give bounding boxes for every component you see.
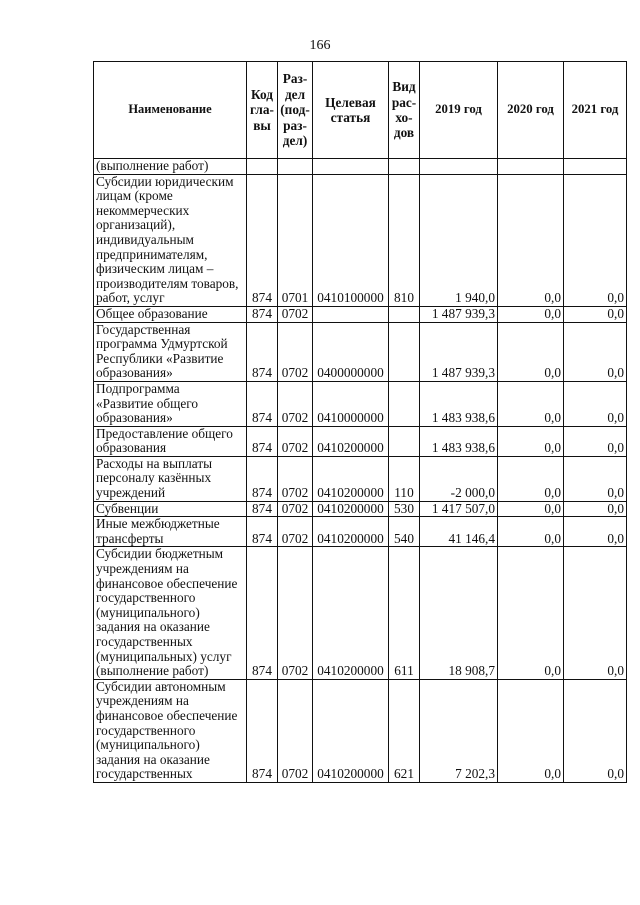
item-name-line: задания на оказание: [96, 619, 210, 635]
amount-2019-cell: 1 940,0: [420, 174, 498, 306]
item-name-line: образования»: [96, 365, 173, 381]
item-name-line: физическим лицам –: [96, 261, 214, 277]
item-name-cell: [94, 517, 247, 547]
header-name-text: Наименование: [128, 102, 212, 117]
table-row: [94, 381, 627, 426]
expense-type-cell: [389, 306, 420, 322]
expense-type-cell: 540: [389, 517, 420, 547]
expense-type-cell: [389, 159, 420, 175]
item-name-line: «Развитие общего: [96, 395, 199, 411]
item-name-line: образования»: [96, 410, 173, 426]
page-number: 166: [309, 38, 331, 53]
header-section-line: раз-: [283, 117, 307, 133]
section-cell: 0702: [278, 517, 313, 547]
item-name-line: некоммерческих: [96, 202, 190, 218]
header-section-line: (под-: [280, 102, 310, 118]
amount-2019-cell: 1 483 938,6: [420, 426, 498, 456]
column-header-name: [94, 62, 247, 159]
table-row: [94, 322, 627, 381]
column-header-chapter-code: [247, 62, 278, 159]
chapter-code-cell: 874: [247, 547, 278, 679]
item-name-line: задания на оказание: [96, 751, 210, 767]
item-name-line: государственных: [96, 766, 193, 782]
item-name-line: Субсидии бюджетным: [96, 546, 224, 562]
section-cell: 0702: [278, 381, 313, 426]
section-cell: 0702: [278, 679, 313, 782]
table-row: [94, 159, 627, 175]
target-article-cell: 0410200000: [313, 547, 389, 679]
item-name-line: государственного: [96, 722, 196, 738]
chapter-code-cell: 874: [247, 322, 278, 381]
table-row: [94, 426, 627, 456]
item-name-line: Субсидии юридическим: [96, 174, 234, 189]
table-body: [94, 159, 627, 783]
item-name-cell: [94, 456, 247, 501]
section-cell: 0702: [278, 322, 313, 381]
amount-2020-cell: 0,0: [498, 174, 564, 306]
table-row: [94, 174, 627, 306]
table-row: [94, 456, 627, 501]
item-name-cell: [94, 159, 247, 175]
item-name-line: финансовое обеспечение: [96, 707, 238, 723]
section-cell: 0702: [278, 547, 313, 679]
amount-2021-cell: 0,0: [564, 381, 627, 426]
expense-type-cell: [389, 381, 420, 426]
section-cell: 0701: [278, 174, 313, 306]
target-article-cell: 0410200000: [313, 679, 389, 782]
header-section-line: Раз-: [282, 71, 308, 87]
amount-2019-cell: 1 483 938,6: [420, 381, 498, 426]
column-header-expense-type: [389, 62, 420, 159]
item-name-line: государственных: [96, 634, 193, 649]
item-name-cell: [94, 501, 247, 517]
header-target-line: Целевая: [325, 94, 376, 110]
amount-2019-cell: 18 908,7: [420, 547, 498, 679]
item-name-line: образования: [96, 440, 167, 456]
item-name-line: учреждениям на: [96, 693, 189, 709]
item-name-line: Субвенции: [96, 501, 159, 516]
item-name-cell: [94, 381, 247, 426]
item-name-line: Государственная: [96, 322, 191, 337]
item-name-cell: [94, 322, 247, 381]
item-name-cell: [94, 174, 247, 306]
target-article-cell: 0410200000: [313, 501, 389, 517]
header-code-line: гла-: [250, 102, 274, 118]
item-name-line: Расходы на выплаты: [96, 456, 213, 471]
item-name-line: Субсидии автономным: [96, 679, 226, 694]
amount-2019-cell: 7 202,3: [420, 679, 498, 782]
amount-2020-cell: 0,0: [498, 381, 564, 426]
expense-type-cell: [389, 426, 420, 456]
chapter-code-cell: 874: [247, 306, 278, 322]
expense-type-cell: 611: [389, 547, 420, 679]
item-name-line: организаций),: [96, 217, 176, 233]
item-name-line: Общее образование: [96, 306, 208, 321]
amount-2021-cell: 0,0: [564, 517, 627, 547]
expense-type-cell: 810: [389, 174, 420, 306]
chapter-code-cell: 874: [247, 174, 278, 306]
target-article-cell: [313, 306, 389, 322]
amount-2019-cell: 1 487 939,3: [420, 322, 498, 381]
amount-2021-cell: 0,0: [564, 322, 627, 381]
amount-2019-cell: 1 487 939,3: [420, 306, 498, 322]
header-type-line: Вид: [392, 79, 416, 95]
item-name-line: предпринимателям,: [96, 246, 208, 262]
chapter-code-cell: 874: [247, 456, 278, 501]
table-row: [94, 517, 627, 547]
chapter-code-cell: 874: [247, 501, 278, 517]
item-name-line: учреждений: [96, 485, 166, 501]
amount-2020-cell: 0,0: [498, 456, 564, 501]
amount-2021-cell: 0,0: [564, 426, 627, 456]
header-code-line: вы: [253, 117, 271, 133]
amount-2020-cell: 0,0: [498, 306, 564, 322]
table-header-row: [94, 62, 627, 159]
item-name-line: (выполнение работ): [96, 663, 209, 679]
item-name-line: (муниципального): [96, 604, 200, 620]
item-name-line: индивидуальным: [96, 231, 194, 247]
expense-type-cell: 621: [389, 679, 420, 782]
table-row: [94, 547, 627, 679]
chapter-code-cell: [247, 159, 278, 175]
budget-table: [93, 61, 627, 783]
header-section-line: дел): [282, 133, 308, 149]
amount-2021-cell: 0,0: [564, 501, 627, 517]
chapter-code-cell: 874: [247, 517, 278, 547]
item-name-line: (муниципальных) услуг: [96, 648, 232, 664]
item-name-line: Предоставление общего: [96, 426, 233, 441]
column-header-2019: 2019 год: [420, 62, 498, 159]
column-header-target-article: [313, 62, 389, 159]
table-row: [94, 679, 627, 782]
target-article-cell: [313, 159, 389, 175]
amount-2020-cell: 0,0: [498, 322, 564, 381]
item-name-cell: [94, 679, 247, 782]
item-name-line: работ, услуг: [96, 290, 165, 306]
header-section-line: дел: [284, 86, 306, 102]
item-name-cell: [94, 426, 247, 456]
section-cell: [278, 159, 313, 175]
header-type-line: дов: [393, 125, 415, 141]
target-article-cell: 0410200000: [313, 517, 389, 547]
amount-2020-cell: 0,0: [498, 547, 564, 679]
item-name-line: трансферты: [96, 530, 164, 546]
amount-2021-cell: [564, 159, 627, 175]
amount-2021-cell: 0,0: [564, 679, 627, 782]
amount-2021-cell: 0,0: [564, 306, 627, 322]
item-name-line: Иные межбюджетные: [96, 516, 220, 532]
chapter-code-cell: 874: [247, 679, 278, 782]
target-article-cell: 0410200000: [313, 426, 389, 456]
item-name-line: Подпрограмма: [96, 381, 180, 396]
header-target-line: статья: [330, 110, 371, 125]
table-row: [94, 501, 627, 517]
amount-2019-cell: 41 146,4: [420, 517, 498, 547]
header-type-line: хо-: [395, 110, 413, 125]
item-name-line: финансовое обеспечение: [96, 575, 238, 591]
column-header-section: [278, 62, 313, 159]
column-header-2021: 2021 год: [564, 62, 627, 159]
section-cell: 0702: [278, 306, 313, 322]
item-name-line: программа Удмуртской: [96, 336, 228, 352]
target-article-cell: 0410200000: [313, 456, 389, 501]
amount-2020-cell: 0,0: [498, 501, 564, 517]
item-name-line: лицам (кроме: [96, 188, 173, 204]
amount-2021-cell: 0,0: [564, 456, 627, 501]
item-name-cell: [94, 306, 247, 322]
item-name-line: учреждениям на: [96, 561, 189, 577]
chapter-code-cell: 874: [247, 426, 278, 456]
chapter-code-cell: 874: [247, 381, 278, 426]
expense-type-cell: [389, 322, 420, 381]
column-header-2020: 2020 год: [498, 62, 564, 159]
section-cell: 0702: [278, 426, 313, 456]
amount-2021-cell: 0,0: [564, 547, 627, 679]
amount-2020-cell: 0,0: [498, 679, 564, 782]
item-name-line: Республики «Развитие: [96, 350, 224, 366]
header-code-line: Код: [251, 86, 273, 102]
header-type-line: рас-: [391, 94, 417, 110]
item-name-line: персоналу казённых: [96, 470, 212, 486]
item-name-line: государственного: [96, 590, 196, 606]
amount-2019-cell: 1 417 507,0: [420, 501, 498, 517]
table-row: [94, 306, 627, 322]
expense-type-cell: 110: [389, 456, 420, 501]
target-article-cell: 0410000000: [313, 381, 389, 426]
item-name-line: производителям товаров,: [96, 275, 239, 291]
amount-2020-cell: [498, 159, 564, 175]
target-article-cell: 0410100000: [313, 174, 389, 306]
amount-2021-cell: 0,0: [564, 174, 627, 306]
amount-2019-cell: [420, 159, 498, 175]
section-cell: 0702: [278, 501, 313, 517]
item-name-line: (муниципального): [96, 737, 200, 753]
amount-2020-cell: 0,0: [498, 426, 564, 456]
target-article-cell: 0400000000: [313, 322, 389, 381]
amount-2020-cell: 0,0: [498, 517, 564, 547]
amount-2019-cell: -2 000,0: [420, 456, 498, 501]
item-name-cell: [94, 547, 247, 679]
section-cell: 0702: [278, 456, 313, 501]
expense-type-cell: 530: [389, 501, 420, 517]
item-name-line: (выполнение работ): [96, 158, 209, 173]
